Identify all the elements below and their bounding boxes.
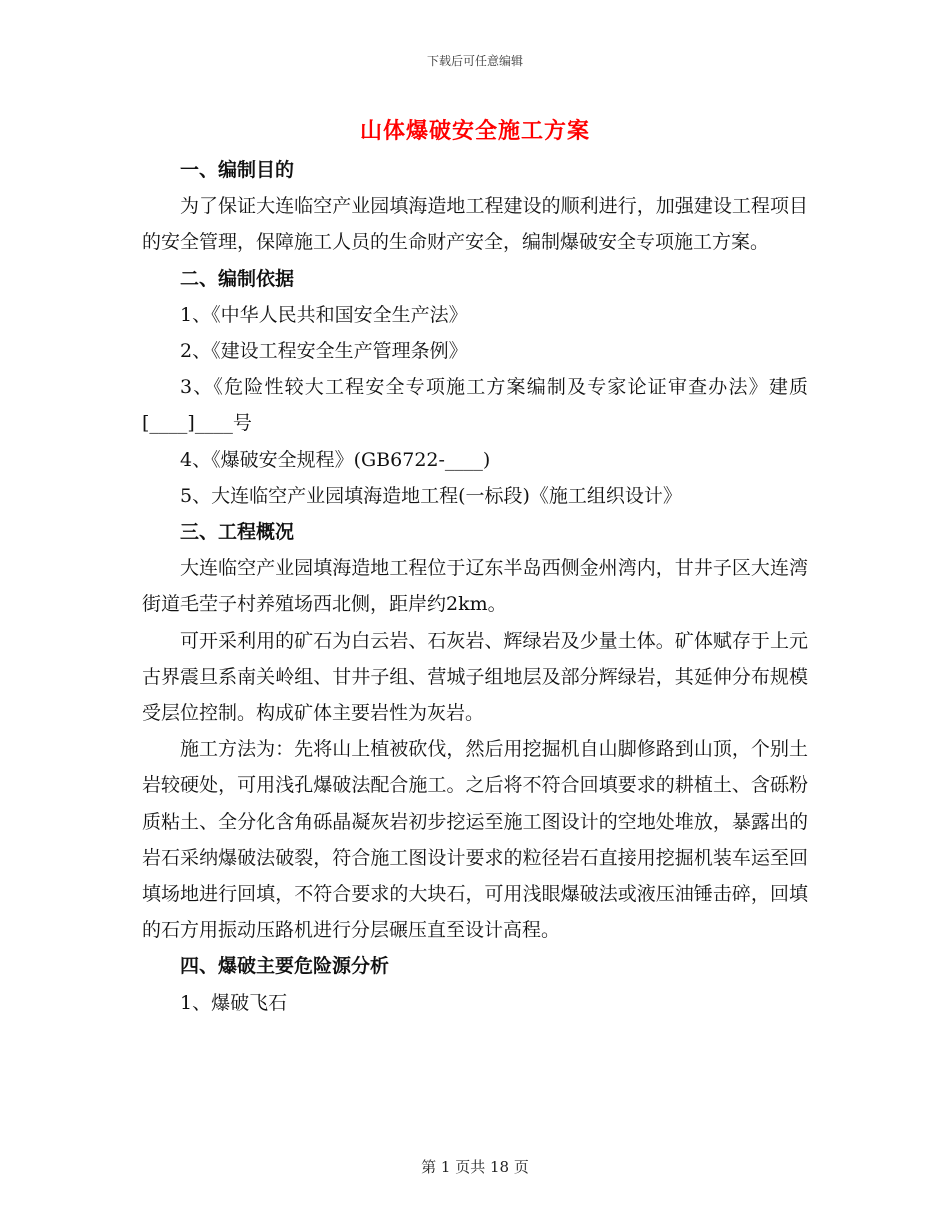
- paragraph-ore: 可开采利用的矿石为白云岩、石灰岩、辉绿岩及少量土体。矿体赋存于上元古界震旦系南关岭组、甘井子组、营城子组地层及部分辉绿岩，其延伸分布规模受层位控制。构成矿体主要岩性为灰岩。: [142, 629, 808, 725]
- section-heading-hazards: 四、爆破主要危险源分析: [180, 955, 390, 978]
- paragraph-method: 施工方法为：先将山上植被砍伐，然后用挖掘机自山脚修路到山顶，个别土岩较硬处，可用浅孔爆破法配合施工。之后将不符合回填要求的耕植土、含砾粉质粘土、全分化含角砾晶凝灰岩初步挖运至施工图设计的空地处堆放，暴露出的岩石采纳爆破法破裂，符合施工图设计要求的粒径岩石直接用挖掘机装车运至回填场地进行回填，不符合要求的大块石，可用浅眼爆破法或液压油锤击碎，回填的石方用振动压路机进行分层碾压直至设计高程。: [142, 738, 808, 942]
- section-heading-basis: 二、编制依据: [180, 267, 295, 290]
- paragraph-purpose: 为了保证大连临空产业园填海造地工程建设的顺利进行，加强建设工程项目的安全管理，保障施工人员的生命财产安全，编制爆破安全专项施工方案。: [142, 195, 808, 254]
- hazard-item: 1、爆破飞石: [180, 991, 288, 1014]
- header-note: 下载后可任意编辑: [426, 54, 523, 68]
- basis-item: 1、《中华人民共和国安全生产法》: [180, 303, 468, 326]
- basis-item: 5、大连临空产业园填海造地工程(一标段)《施工组织设计》: [180, 484, 682, 507]
- document-title: 山体爆破安全施工方案: [359, 118, 590, 144]
- section-heading-overview: 三、工程概况: [180, 521, 295, 544]
- basis-item: 2、《建设工程安全生产管理条例》: [180, 340, 468, 363]
- basis-item: 3、《危险性较大工程安全专项施工方案编制及专家论证审查办法》建质[____]____号: [142, 376, 808, 435]
- paragraph-location: 大连临空产业园填海造地工程位于辽东半岛西侧金州湾内，甘井子区大连湾街道毛茔子村养殖场西北侧，距岸约2km。: [142, 557, 808, 616]
- section-heading-purpose: 一、编制目的: [180, 159, 295, 181]
- page-footer: 第 1 页共 18 页: [421, 1158, 529, 1176]
- basis-item: 4、《爆破安全规程》(GB6722-____): [180, 448, 491, 471]
- document-body: [142, 152, 808, 1021]
